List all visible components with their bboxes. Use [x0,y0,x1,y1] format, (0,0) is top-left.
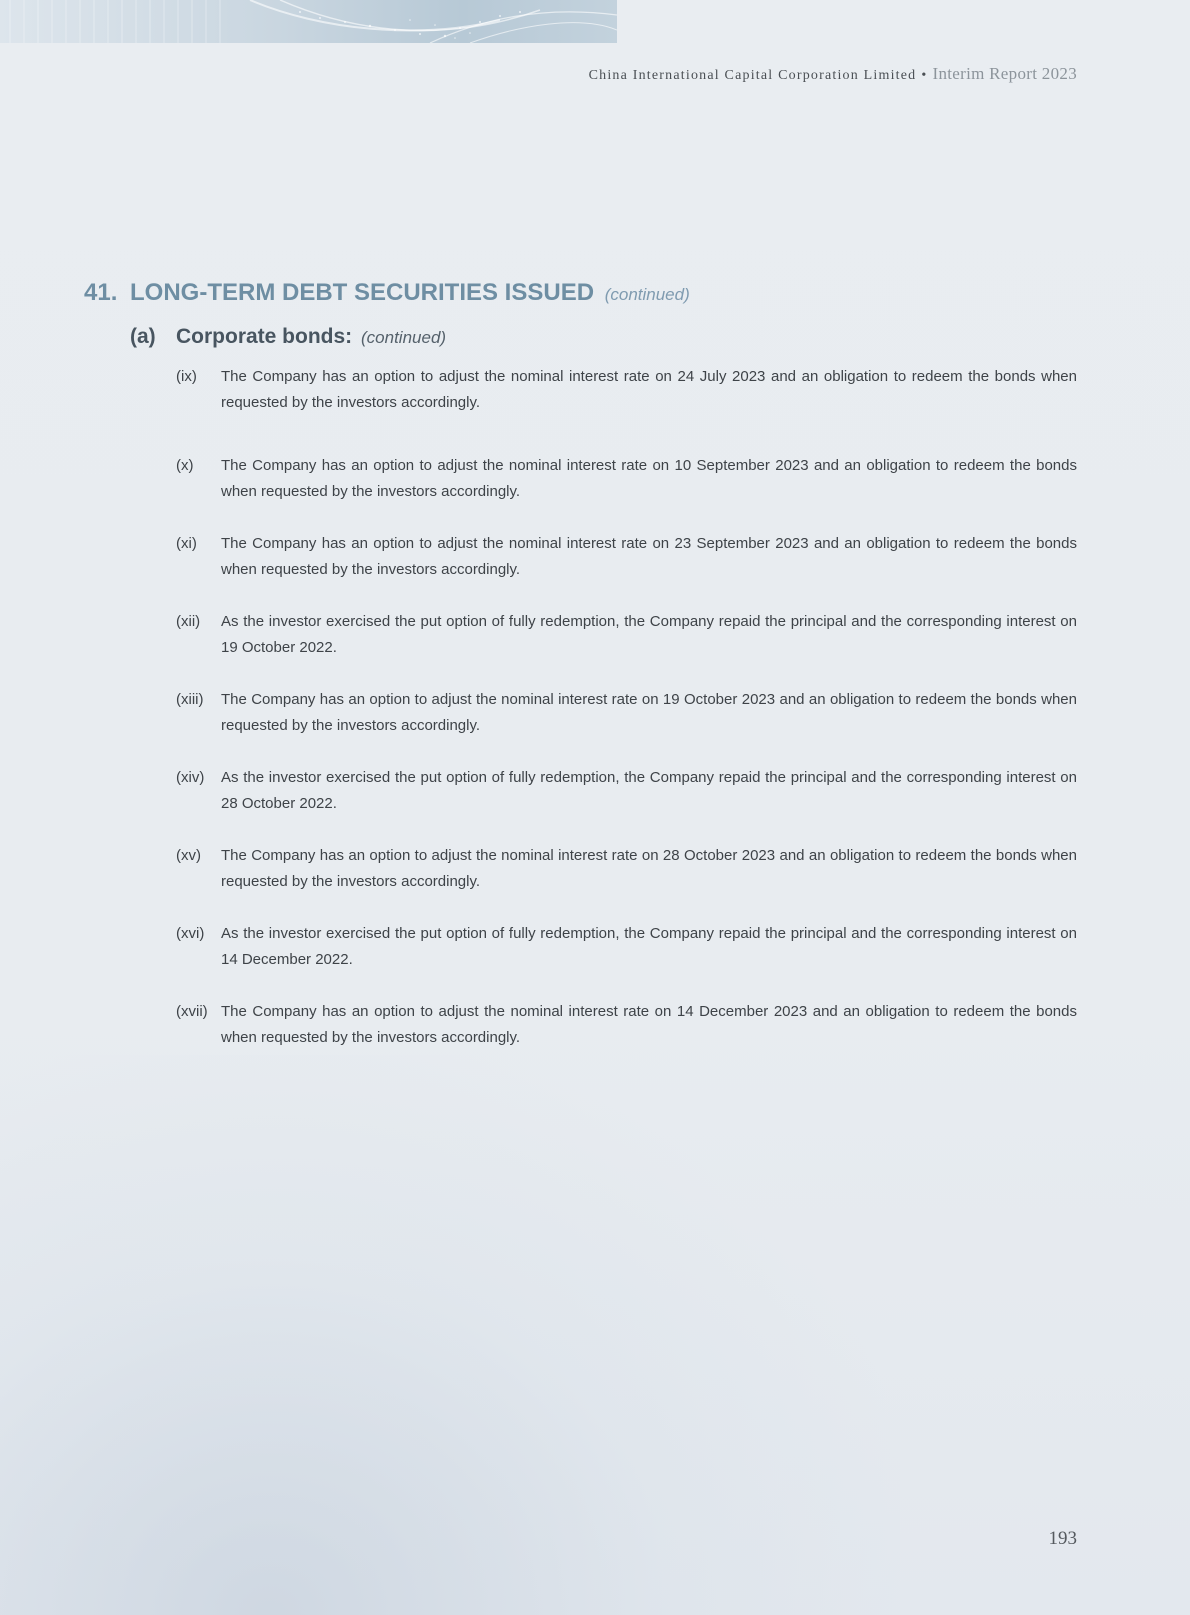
note-numeral: (xvii) [176,1003,208,1020]
note-text: As the investor exercised the put option of fully redemption, the Company repaid the principal and the corresponding interest on 28 October 2022. [221,769,1077,812]
section-continued: (continued) [604,285,690,304]
note-text: The Company has an option to adjust the nominal interest rate on 19 October 2023 and an obligation to redeem the bonds when requested by the investors accordingly. [221,691,1077,734]
note-text: The Company has an option to adjust the nominal interest rate on 24 July 2023 and an obligation to redeem the bonds when requested by the investors accordingly. [221,368,1077,411]
note-numeral: (ix) [176,368,197,385]
header-company: China International Capital Corporation Limited [588,68,917,83]
note-item [176,843,1077,895]
note-item [176,687,1077,739]
header-banner-image [0,0,617,43]
note-text: The Company has an option to adjust the nominal interest rate on 28 October 2023 and an obligation to redeem the bonds when requested by the investors accordingly. [221,847,1077,890]
note-item [176,453,1077,505]
note-numeral: (xv) [176,847,201,864]
note-item [176,609,1077,661]
banner-pattern-icon [0,0,617,43]
section-title: LONG-TERM DEBT SECURITIES ISSUED [130,279,595,306]
note-numeral: (xii) [176,613,201,630]
note-item [176,765,1077,817]
note-item [176,921,1077,973]
subsection-continued: (continued) [361,328,447,347]
note-numeral: (x) [176,457,194,474]
note-text: The Company has an option to adjust the nominal interest rate on 23 September 2023 and an obligation to redeem the bonds when requested by the investors accordingly. [221,535,1077,578]
note-item [176,364,1077,416]
subsection-title: Corporate bonds: [176,325,353,348]
section-heading [84,279,690,307]
note-text: The Company has an option to adjust the nominal interest rate on 14 December 2023 and an obligation to redeem the bonds when requested by the investors accordingly. [221,1003,1077,1046]
subsection-heading [130,325,446,349]
note-numeral: (xi) [176,535,197,552]
section-number: 41. [84,279,118,306]
running-header [589,64,1077,84]
header-report: Interim Report 2023 [932,64,1077,83]
note-item [176,531,1077,583]
note-numeral: (xvi) [176,925,205,942]
note-text: As the investor exercised the put option of fully redemption, the Company repaid the principal and the corresponding interest on 19 October 2022. [221,613,1077,656]
note-numeral: (xiv) [176,769,205,786]
page-number: 193 [1048,1528,1077,1549]
note-text: The Company has an option to adjust the nominal interest rate on 10 September 2023 and an obligation to redeem the bonds when requested by the investors accordingly. [221,457,1077,500]
note-item [176,999,1077,1051]
note-text: As the investor exercised the put option of fully redemption, the Company repaid the principal and the corresponding interest on 14 December 2022. [221,925,1077,968]
header-separator: • [921,68,928,83]
subsection-label: (a) [130,325,156,348]
background-wash [0,1055,900,1615]
note-numeral: (xiii) [176,691,204,708]
